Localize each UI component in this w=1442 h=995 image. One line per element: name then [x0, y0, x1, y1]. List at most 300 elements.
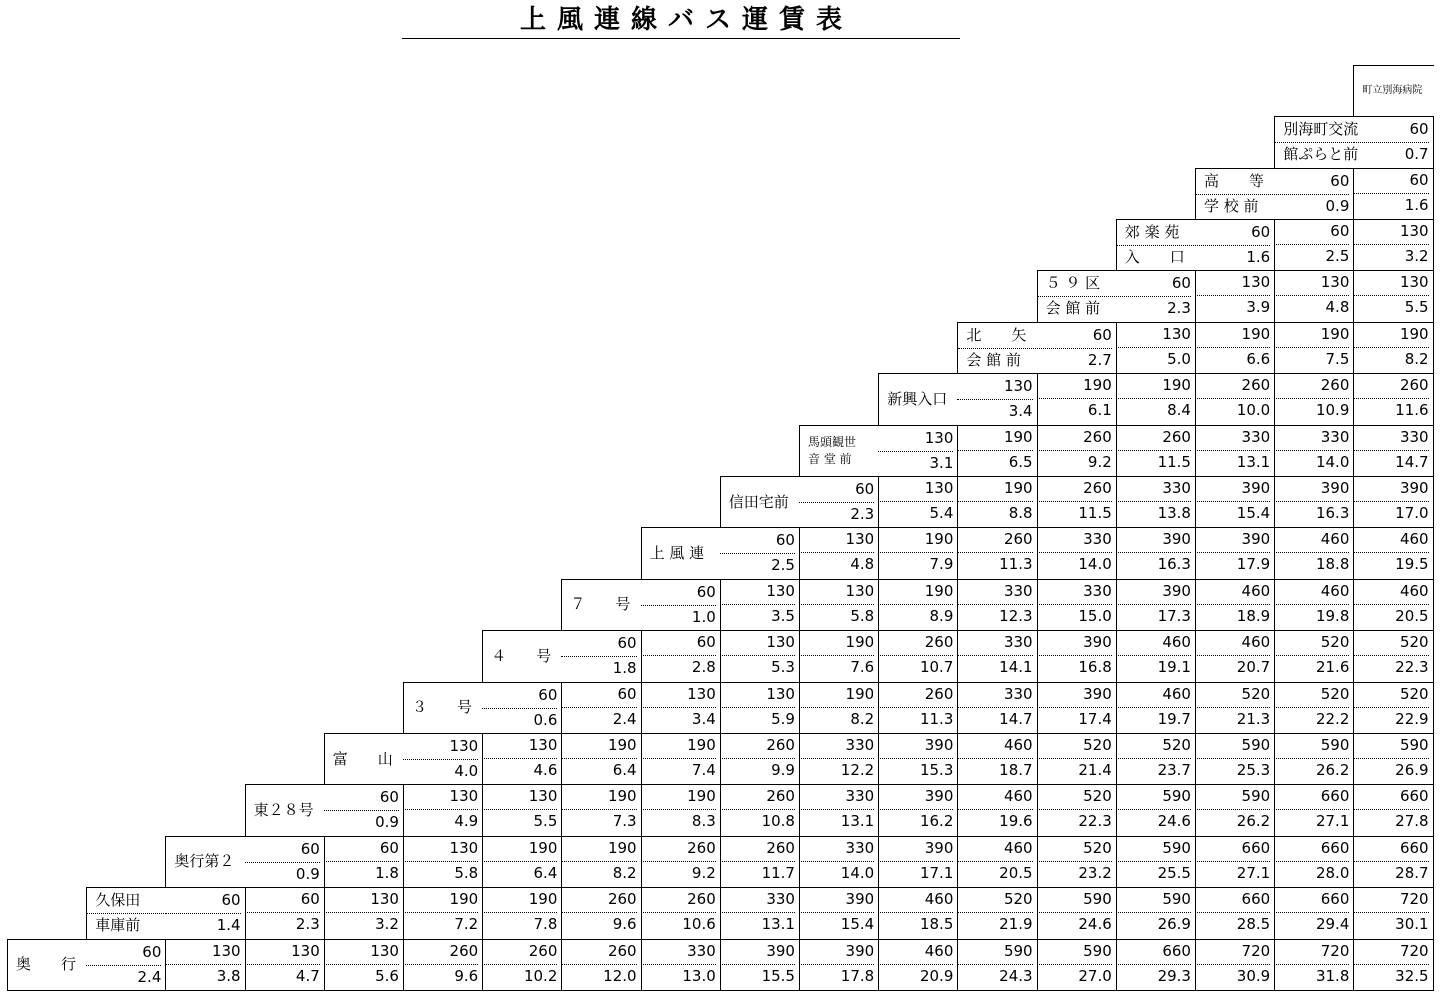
- distance-value: 28.0: [1315, 863, 1350, 882]
- distance-value: 21.6: [1315, 658, 1350, 677]
- fare-value: 330: [1116, 476, 1191, 502]
- fare-cell: [1195, 784, 1275, 836]
- fare-cell: [324, 836, 404, 888]
- distance-value: 22.3: [1395, 658, 1429, 677]
- fare-value: 60: [1274, 219, 1349, 245]
- fare-cell: [1353, 939, 1433, 991]
- fare-value: 60: [641, 580, 716, 606]
- stop-label-go7: [561, 579, 641, 631]
- fare-cell: [1195, 527, 1275, 579]
- fare-value: 330: [957, 630, 1032, 656]
- fare-cell: [324, 939, 404, 991]
- distance-value: 20.5: [1395, 606, 1429, 625]
- distance-value: 29.3: [1157, 966, 1191, 985]
- fare-cell: [1353, 425, 1433, 477]
- distance-value: 4.9: [454, 812, 479, 831]
- distance-value: 10.7: [919, 658, 954, 677]
- fare-value: 390: [1353, 476, 1428, 502]
- distance-value: 2.7: [1087, 350, 1112, 369]
- distance-value: 18.8: [1315, 555, 1350, 574]
- distance-value: 4.8: [850, 555, 875, 574]
- stop-label-batou: [799, 425, 879, 477]
- distance-value: 22.9: [1395, 709, 1429, 728]
- distance-value: 14.0: [1078, 555, 1112, 574]
- distance-value: 15.0: [1078, 606, 1112, 625]
- fare-cell: [720, 836, 800, 888]
- fare-cell: [878, 887, 958, 939]
- distance-value: 31.8: [1315, 966, 1350, 985]
- distance-value: 4.6: [533, 761, 558, 779]
- distance-value: 3.8: [216, 966, 241, 985]
- fare-cell: [799, 887, 879, 939]
- stop-label-ku59: [1037, 270, 1117, 322]
- fare-value: 190: [1037, 373, 1112, 399]
- fare-cell: [1353, 322, 1433, 374]
- distance-value: 4.0: [454, 762, 479, 780]
- fare-cell: [1116, 887, 1196, 939]
- fare-value: 590: [1116, 887, 1191, 913]
- fare-value: 720: [1274, 939, 1349, 965]
- fare-value: 60: [324, 785, 399, 811]
- fare-value: 660: [1274, 836, 1349, 862]
- fare-cell: [324, 784, 404, 836]
- fare-value: 130: [641, 682, 716, 708]
- fare-cell: [245, 939, 325, 991]
- distance-value: 11.5: [1157, 452, 1191, 471]
- stop-name-line: 館ぷらと前: [1283, 145, 1359, 164]
- stop-name-line: 音 堂 前: [808, 451, 852, 466]
- fare-value: 130: [878, 476, 953, 502]
- fare-cell: [245, 836, 325, 888]
- distance-value: 1.0: [691, 607, 716, 626]
- distance-value: 8.2: [1404, 349, 1429, 368]
- distance-value: 17.3: [1157, 606, 1191, 625]
- stop-label-nobutaku: [720, 476, 800, 528]
- distance-value: 15.3: [919, 761, 954, 779]
- fare-value: 260: [1353, 373, 1428, 399]
- fare-cell: [1274, 784, 1354, 836]
- fare-value: 60: [1116, 271, 1191, 297]
- distance-value: 7.2: [454, 915, 479, 934]
- fare-value: 260: [1037, 476, 1112, 502]
- stop-name-line: 上 風 連: [649, 544, 705, 563]
- fare-value: 60: [1353, 117, 1428, 143]
- fare-cell: [957, 784, 1037, 836]
- distance-value: 0.7: [1404, 145, 1429, 164]
- fare-value: 190: [482, 836, 557, 862]
- distance-value: 17.8: [840, 966, 875, 985]
- fare-cell: [1195, 887, 1275, 939]
- distance-value: 1.6: [1404, 195, 1429, 214]
- distance-value: 9.2: [1087, 452, 1112, 471]
- stop-name-line: 会 館 前: [966, 350, 1021, 369]
- fare-cell: [1353, 219, 1433, 271]
- fare-value: 660: [1353, 836, 1428, 862]
- fare-cell: [957, 733, 1037, 785]
- distance-value: 10.6: [682, 915, 716, 934]
- stop-label-kouryu: [1274, 116, 1359, 168]
- distance-value: 20.7: [1236, 658, 1271, 677]
- fare-value: 130: [957, 374, 1032, 400]
- fare-cell: [641, 939, 721, 991]
- fare-cell: [1353, 733, 1433, 785]
- fare-value: 660: [1195, 836, 1270, 862]
- distance-value: 26.9: [1395, 761, 1429, 779]
- fare-value: 60: [799, 477, 874, 503]
- fare-value: 660: [1353, 784, 1428, 810]
- distance-value: 11.3: [919, 709, 954, 728]
- fare-value: 60: [86, 940, 161, 966]
- fare-cell: [1195, 939, 1275, 991]
- distance-value: 21.9: [999, 915, 1033, 934]
- fare-cell: [1274, 270, 1354, 322]
- distance-value: 9.6: [612, 915, 637, 934]
- fare-value: 460: [1353, 579, 1428, 605]
- fare-cell: [165, 939, 245, 991]
- fare-cell: [1116, 733, 1196, 785]
- fare-value: 130: [1195, 270, 1270, 296]
- distance-value: 4.8: [1325, 298, 1350, 317]
- distance-value: 3.4: [1008, 402, 1033, 421]
- distance-value: 3.9: [1246, 298, 1271, 317]
- distance-value: 4.7: [295, 966, 320, 985]
- fare-value: 260: [957, 527, 1032, 553]
- fare-value: 60: [720, 528, 795, 554]
- fare-value: 190: [1195, 322, 1270, 348]
- fare-value: 60: [245, 887, 320, 913]
- distance-value: 24.3: [999, 966, 1033, 985]
- fare-value: 130: [720, 682, 795, 708]
- distance-value: 14.7: [999, 709, 1033, 728]
- fare-cell: [1353, 270, 1433, 322]
- fare-value: 330: [799, 836, 874, 862]
- fare-value: 130: [720, 630, 795, 656]
- fare-cell: [1274, 322, 1354, 374]
- fare-cell: [1353, 630, 1433, 682]
- fare-cell: [1353, 476, 1433, 528]
- distance-value: 8.2: [612, 863, 637, 882]
- fare-value: 390: [1116, 527, 1191, 553]
- stop-name-line: 北 矢: [958, 323, 1037, 349]
- fare-cell: [1353, 373, 1433, 425]
- fare-value: 460: [1116, 682, 1191, 708]
- fare-value: 390: [878, 733, 953, 759]
- fare-value: 520: [1353, 630, 1428, 656]
- fare-value: 130: [403, 784, 478, 810]
- fare-cell: [1116, 682, 1196, 734]
- fare-value: 390: [1195, 476, 1270, 502]
- distance-value: 32.5: [1395, 966, 1429, 985]
- fare-cell: [1037, 733, 1117, 785]
- stop-label-kamifuuren: [641, 527, 721, 579]
- distance-value: 28.7: [1395, 863, 1429, 882]
- fare-cell: [561, 784, 641, 836]
- stop-name-line: 東２８号: [253, 801, 314, 820]
- distance-value: 27.1: [1236, 863, 1271, 882]
- distance-value: 5.5: [533, 812, 558, 831]
- fare-cell: [1116, 630, 1196, 682]
- distance-value: 19.6: [999, 812, 1033, 831]
- fare-value: 590: [1353, 733, 1428, 759]
- distance-value: 15.5: [761, 966, 795, 985]
- fare-cell: [403, 733, 483, 785]
- fare-value: 60: [1353, 168, 1428, 194]
- distance-value: 10.0: [1236, 401, 1271, 420]
- distance-value: 5.4: [929, 504, 954, 522]
- distance-value: 30.1: [1395, 915, 1429, 934]
- fare-cell: [561, 733, 641, 785]
- distance-value: 15.4: [1236, 504, 1271, 522]
- fare-cell: [1116, 270, 1196, 322]
- fare-value: 330: [799, 784, 874, 810]
- distance-value: 6.6: [1246, 349, 1271, 368]
- distance-value: 10.8: [761, 812, 795, 831]
- stop-name-line: ３ 号: [412, 698, 473, 717]
- fare-cell: [403, 836, 483, 888]
- fare-value: 390: [720, 939, 795, 965]
- fare-cell: [1037, 939, 1117, 991]
- fare-cell: [1274, 168, 1354, 220]
- distance-value: 26.2: [1236, 812, 1271, 831]
- fare-value: 130: [799, 579, 874, 605]
- stop-label-okuyuki: [7, 939, 87, 991]
- distance-value: 12.2: [840, 761, 875, 779]
- fare-value: 460: [1116, 630, 1191, 656]
- fare-value: 520: [1274, 630, 1349, 656]
- fare-value: 390: [1274, 476, 1349, 502]
- fare-value: 260: [1195, 373, 1270, 399]
- fare-value: 330: [799, 733, 874, 759]
- fare-cell: [1274, 887, 1354, 939]
- fare-cell: [799, 939, 879, 991]
- fare-value: 390: [1195, 527, 1270, 553]
- distance-value: 8.4: [1167, 401, 1191, 420]
- distance-value: 17.1: [919, 863, 954, 882]
- stop-label-byouin: [1353, 65, 1433, 117]
- stop-name-line: 新興入口: [887, 389, 948, 408]
- fare-value: 260: [878, 682, 953, 708]
- fare-value: 330: [720, 887, 795, 913]
- fare-cell: [720, 682, 800, 734]
- distance-value: 6.4: [612, 761, 637, 779]
- distance-value: 7.4: [691, 761, 716, 779]
- stop-label-kubota: [86, 887, 166, 939]
- fare-value: 190: [1274, 322, 1349, 348]
- fare-value: 60: [245, 837, 320, 863]
- distance-value: 2.8: [691, 658, 716, 677]
- fare-cell: [1274, 630, 1354, 682]
- distance-value: 8.3: [691, 812, 716, 831]
- fare-cell: [561, 939, 641, 991]
- fare-cell: [641, 733, 721, 785]
- distance-value: 19.1: [1157, 658, 1191, 677]
- fare-cell: [1274, 579, 1354, 631]
- fare-cell: [957, 425, 1037, 477]
- distance-value: 8.9: [929, 606, 954, 625]
- fare-value: 130: [403, 734, 478, 760]
- distance-value: 5.3: [771, 658, 795, 677]
- stop-name-line: 入 口: [1124, 248, 1185, 266]
- fare-cell: [720, 887, 800, 939]
- distance-value: 14.0: [1315, 452, 1350, 471]
- fare-cell: [1274, 682, 1354, 734]
- fare-cell: [799, 527, 879, 579]
- distance-value: 7.8: [533, 915, 558, 934]
- fare-cell: [720, 784, 800, 836]
- distance-value: 13.1: [1236, 452, 1271, 471]
- distance-value: 8.8: [1008, 504, 1033, 522]
- distance-value: 30.9: [1236, 966, 1271, 985]
- fare-cell: [561, 682, 641, 734]
- fare-cell: [878, 836, 958, 888]
- stop-label-higashi28: [245, 784, 325, 836]
- stop-name-line: 町立別海病院: [1362, 85, 1423, 97]
- distance-value: 6.1: [1087, 401, 1112, 420]
- stop-name-line: 馬頭観世: [808, 434, 857, 449]
- fare-value: 460: [1195, 630, 1270, 656]
- distance-value: 16.3: [1157, 555, 1191, 574]
- fare-value: 190: [403, 887, 478, 913]
- fare-value: 190: [641, 784, 716, 810]
- fare-cell: [1116, 476, 1196, 528]
- fare-cell: [1195, 476, 1275, 528]
- fare-cell: [1037, 887, 1117, 939]
- fare-value: 520: [1116, 733, 1191, 759]
- fare-value: 130: [482, 733, 557, 759]
- distance-value: 5.9: [771, 709, 795, 728]
- distance-value: 8.2: [850, 709, 875, 728]
- fare-cell: [957, 887, 1037, 939]
- fare-cell: [1037, 784, 1117, 836]
- fare-value: 60: [482, 683, 557, 709]
- fare-cell: [641, 836, 721, 888]
- fare-value: 260: [1116, 425, 1191, 451]
- fare-value: 130: [1116, 322, 1191, 348]
- distance-value: 10.2: [523, 966, 558, 985]
- fare-value: 720: [1353, 887, 1428, 913]
- fare-value: 60: [1037, 323, 1112, 349]
- fare-cell: [720, 733, 800, 785]
- fare-cell: [878, 682, 958, 734]
- fare-value: 260: [720, 733, 795, 759]
- distance-value: 5.5: [1404, 298, 1429, 317]
- distance-value: 9.2: [691, 863, 716, 882]
- fare-cell: [324, 887, 404, 939]
- fare-cell: [1274, 733, 1354, 785]
- fare-cell: [1116, 322, 1196, 374]
- fare-value: 590: [1116, 784, 1191, 810]
- distance-value: 26.9: [1157, 915, 1191, 934]
- fare-value: 130: [1353, 219, 1428, 245]
- distance-value: 3.5: [771, 606, 795, 625]
- stop-name-line: ７ 号: [570, 595, 631, 614]
- fare-cell: [1195, 836, 1275, 888]
- distance-value: 12.0: [603, 966, 637, 985]
- fare-cell: [957, 476, 1037, 528]
- fare-value: 190: [878, 527, 953, 553]
- fare-cell: [245, 887, 325, 939]
- fare-cell: [1195, 425, 1275, 477]
- stop-label-tomiyama: [324, 733, 404, 785]
- fare-cell: [957, 527, 1037, 579]
- fare-value: 720: [1195, 939, 1270, 965]
- distance-value: 3.2: [1404, 247, 1429, 265]
- fare-value: 130: [1274, 270, 1349, 296]
- fare-cell: [1195, 733, 1275, 785]
- fare-value: 260: [720, 836, 795, 862]
- fare-cell: [1195, 270, 1275, 322]
- fare-value: 660: [1274, 784, 1349, 810]
- fare-cell: [482, 784, 562, 836]
- fare-cell: [1037, 425, 1117, 477]
- stop-name-line: 久保田: [87, 888, 166, 914]
- fare-cell: [641, 887, 721, 939]
- fare-cell: [799, 476, 879, 528]
- fare-value: 460: [1353, 527, 1428, 553]
- fare-cell: [1353, 836, 1433, 888]
- fare-cell: [1037, 579, 1117, 631]
- stop-label-go3: [403, 682, 483, 734]
- fare-cell: [561, 887, 641, 939]
- fare-cell: [1037, 682, 1117, 734]
- fare-cell: [1037, 630, 1117, 682]
- distance-value: 29.4: [1315, 915, 1350, 934]
- distance-value: 2.5: [1325, 247, 1350, 265]
- fare-cell: [1274, 425, 1354, 477]
- distance-value: 5.8: [454, 863, 479, 882]
- distance-value: 6.4: [533, 863, 558, 882]
- fare-value: 130: [245, 939, 320, 965]
- stop-name-line: ４ 号: [491, 646, 552, 665]
- fare-value: 660: [1274, 887, 1349, 913]
- fare-value: 720: [1353, 939, 1428, 965]
- fare-value: 190: [561, 733, 636, 759]
- distance-value: 27.8: [1395, 812, 1429, 831]
- distance-value: 16.2: [919, 812, 954, 831]
- stop-name-line: 車庫前: [95, 916, 141, 935]
- fare-value: 190: [561, 784, 636, 810]
- distance-value: 14.7: [1395, 452, 1429, 471]
- fare-cell: [720, 579, 800, 631]
- fare-value: 460: [1274, 579, 1349, 605]
- distance-value: 28.5: [1236, 915, 1271, 934]
- fare-value: 330: [1037, 579, 1112, 605]
- fare-value: 590: [1116, 836, 1191, 862]
- fare-value: 260: [1037, 425, 1112, 451]
- fare-value: 460: [878, 939, 953, 965]
- distance-value: 21.4: [1078, 761, 1112, 779]
- fare-value: 260: [641, 887, 716, 913]
- distance-value: 22.2: [1315, 709, 1350, 728]
- distance-value: 19.8: [1315, 606, 1350, 625]
- fare-cell: [1353, 579, 1433, 631]
- fare-value: 130: [165, 939, 240, 965]
- fare-value: 520: [957, 887, 1032, 913]
- distance-value: 7.9: [929, 555, 954, 574]
- fare-value: 260: [561, 887, 636, 913]
- distance-value: 11.6: [1395, 401, 1429, 420]
- fare-value: 330: [1353, 425, 1428, 451]
- distance-value: 17.4: [1078, 709, 1112, 728]
- fare-value: 330: [957, 682, 1032, 708]
- distance-value: 1.8: [612, 659, 637, 678]
- fare-cell: [878, 425, 958, 477]
- fare-value: 460: [1274, 527, 1349, 553]
- distance-value: 11.5: [1078, 504, 1112, 522]
- fare-value: 260: [878, 630, 953, 656]
- fare-value: 130: [324, 887, 399, 913]
- fare-value: 390: [1037, 630, 1112, 656]
